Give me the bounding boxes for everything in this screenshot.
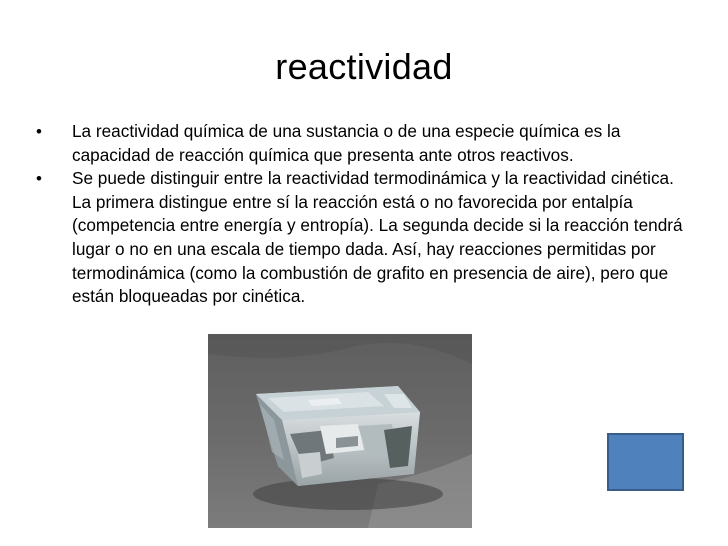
- bullet-text: Se puede distinguir entre la reactividad termodinámica y la reactividad cinética. La primera distingue entre sí la reacción está o no favorecida por entalpía (competencia entre energía y entropía). La segunda decide si la reacción tendrá lugar o no en una escala de tiempo dada. Así, hay reacciones permitidas por termodinámica (como la combustión de grafito en presencia de aire), pero que están bloqueadas por cinética.: [72, 168, 683, 307]
- slide-title: reactividad: [275, 46, 453, 87]
- bullet-list: [36, 120, 696, 309]
- bullet-icon: •: [36, 169, 42, 189]
- bullet-item: [36, 167, 696, 309]
- bullet-icon: •: [36, 122, 42, 141]
- metal-chunk-photo: [208, 334, 472, 528]
- bullet-text: La reactividad química de una sustancia o de una especie química es la capacidad de reacción química que presenta ante otros reactivos.: [72, 121, 621, 165]
- bullet-item: [36, 120, 696, 167]
- action-button-box[interactable]: [607, 433, 684, 491]
